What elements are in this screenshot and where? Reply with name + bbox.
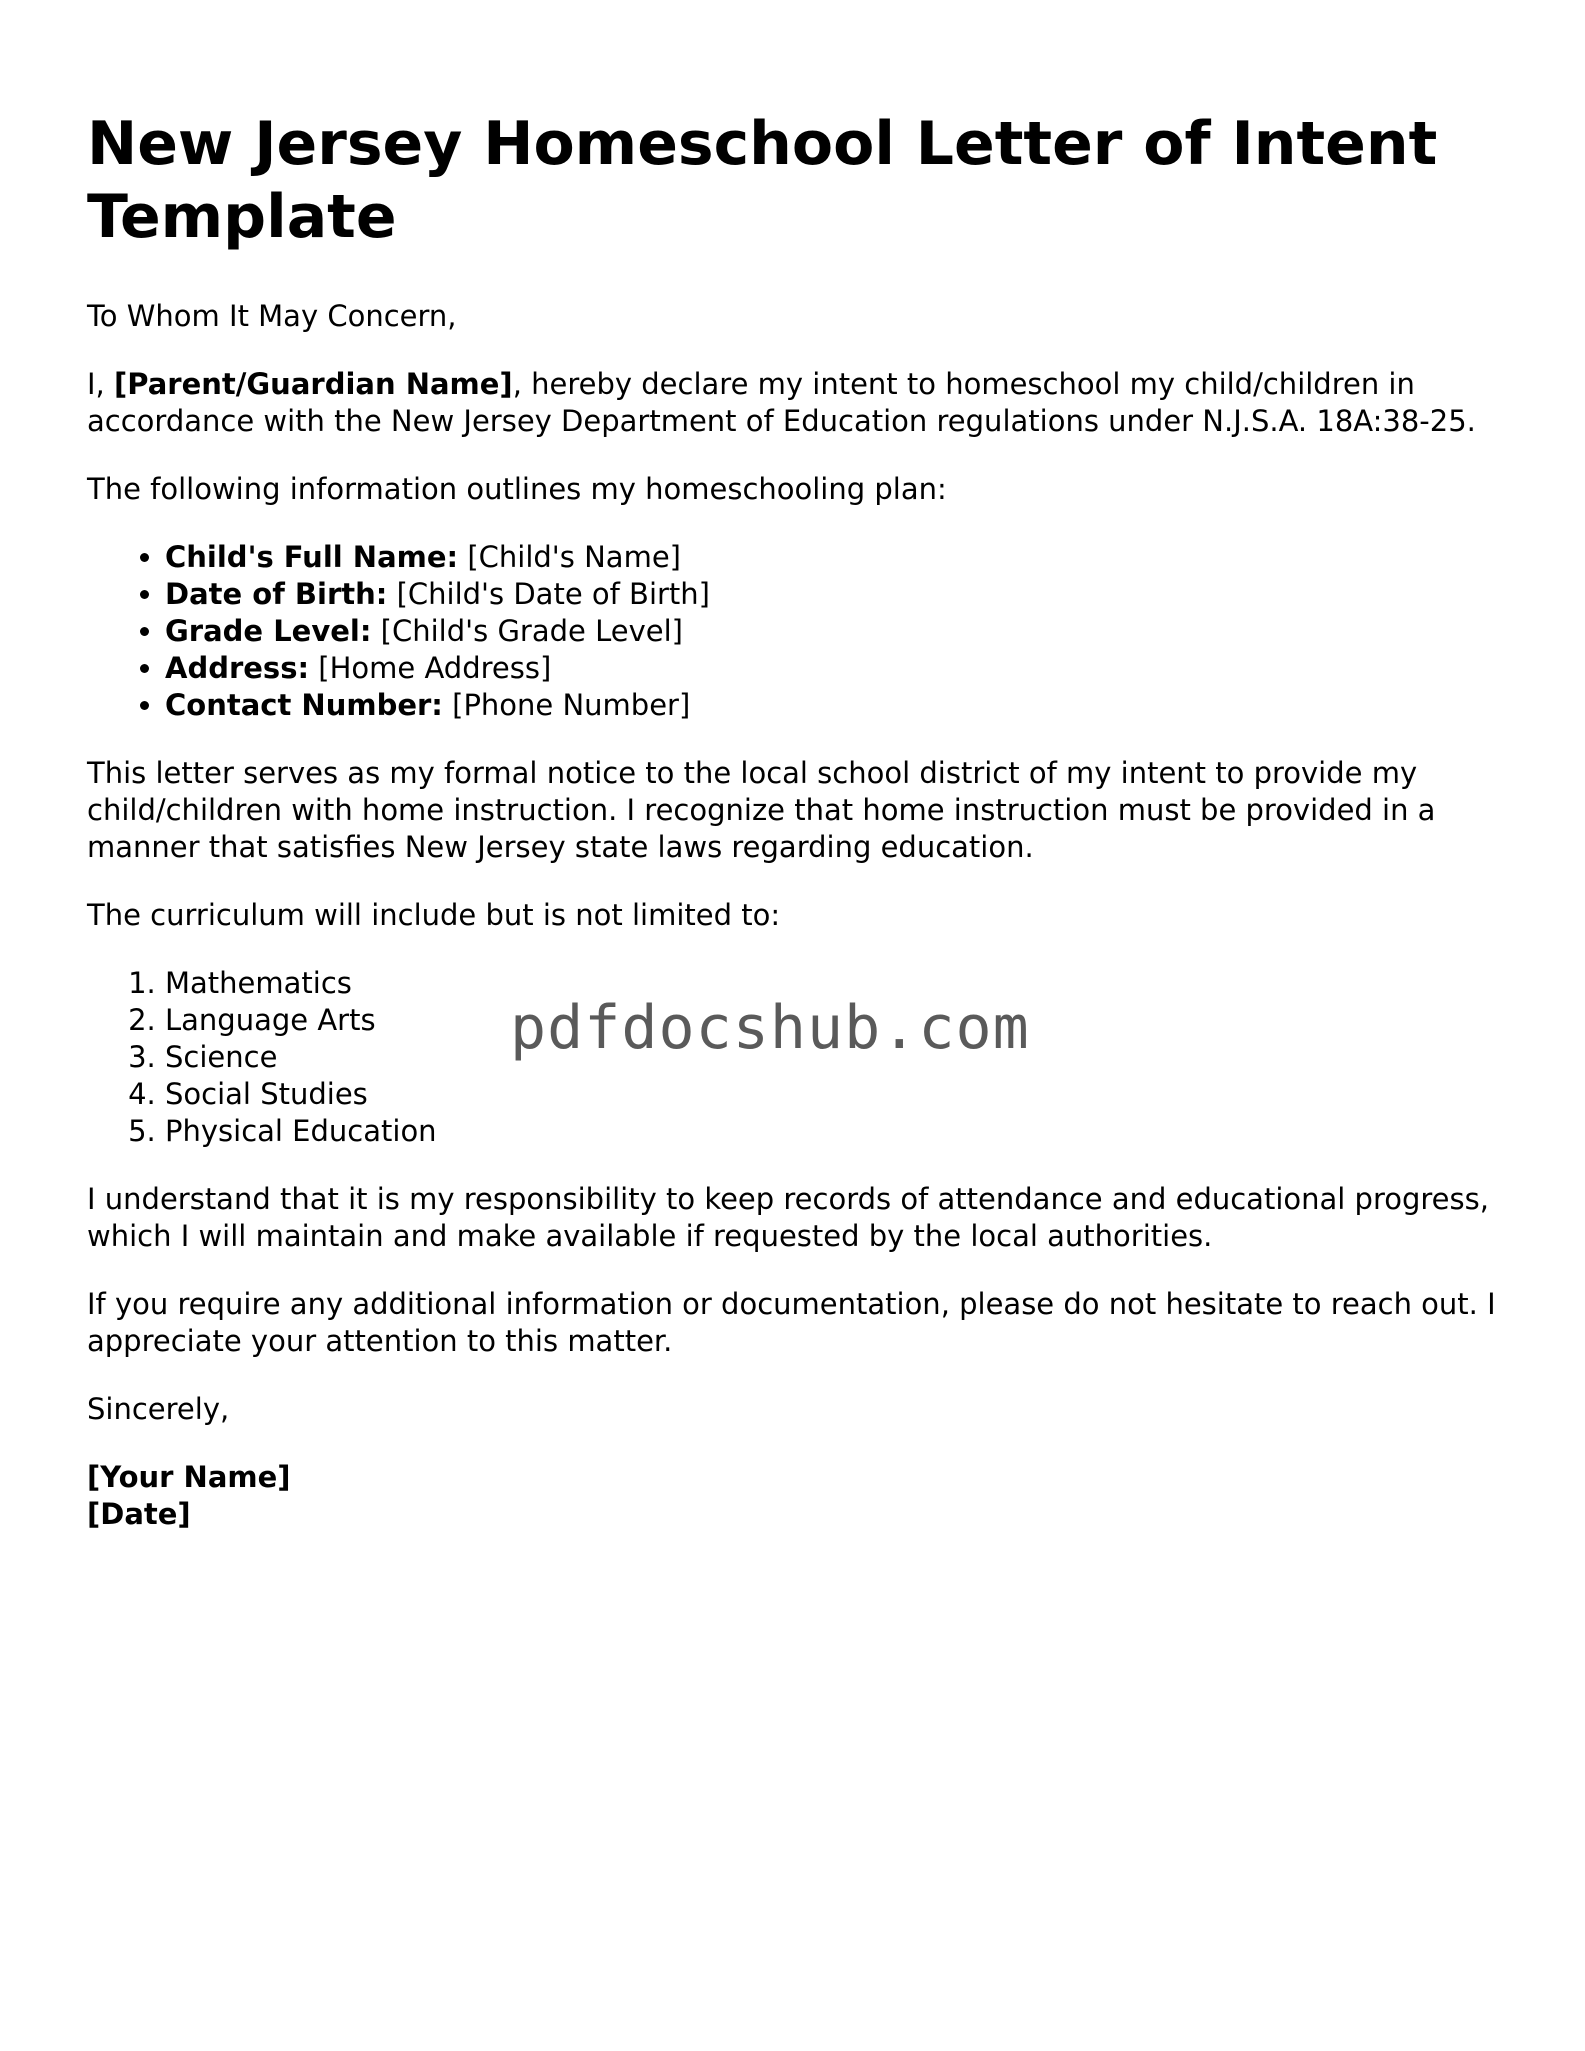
intro-suffix: , hereby declare my intent to homeschool my child/children in accordance with the New Jersey Department of Education regulations under N.J.S.A. 18A:38-25. — [87, 367, 1476, 438]
info-label: Grade Level: — [165, 614, 372, 648]
info-value: [Child's Name] — [458, 540, 681, 574]
list-item: 4. Social Studies — [165, 1076, 1517, 1113]
list-item: 1. Mathematics — [165, 965, 1517, 1002]
info-label: Address: — [165, 651, 310, 685]
info-label: Date of Birth: — [165, 577, 388, 611]
list-item — [165, 613, 1517, 650]
plan-lead: The following information outlines my homeschooling plan: — [87, 472, 947, 506]
list-item — [165, 650, 1517, 687]
info-list — [87, 539, 1517, 724]
parent-name-placeholder: [Parent/Guardian Name] — [114, 367, 513, 401]
salutation: To Whom It May Concern, — [87, 299, 457, 333]
curriculum-lead: The curriculum will include but is not limited to: — [87, 898, 781, 932]
intro-prefix: I, — [87, 367, 114, 401]
signature-date: [Date] — [87, 1497, 191, 1531]
list-item — [165, 687, 1517, 724]
closing: Sincerely, — [87, 1392, 230, 1426]
letter-page — [87, 108, 1517, 1533]
signature-block — [87, 1459, 1517, 1533]
info-value: [Child's Date of Birth] — [387, 577, 710, 611]
info-label: Contact Number: — [165, 688, 443, 722]
info-value: [Child's Grade Level] — [371, 614, 683, 648]
list-item — [165, 576, 1517, 613]
info-label: Child's Full Name: — [165, 540, 459, 574]
list-item: 5. Physical Education — [165, 1113, 1517, 1150]
signature-name: [Your Name] — [87, 1460, 291, 1494]
page-title: New Jersey Homeschool Letter of Intent Template — [87, 109, 1438, 252]
list-item: 3. Science — [165, 1039, 1517, 1076]
records-paragraph: I understand that it is my responsibility to keep records of attendance and educational progress, which I will maintain and make available if requested by the local authorities. — [87, 1182, 1489, 1253]
list-item: 2. Language Arts — [165, 1002, 1517, 1039]
info-value: [Home Address] — [309, 651, 552, 685]
watermark: pdfdocshub.com — [510, 993, 1030, 1063]
info-value: [Phone Number] — [442, 688, 691, 722]
contact-paragraph: If you require any additional information or documentation, please do not hesitate to reach out. I appreciate your attention to this matter. — [87, 1287, 1496, 1358]
list-item — [165, 539, 1517, 576]
notice-paragraph: This letter serves as my formal notice to the local school district of my intent to provide my child/children with home instruction. I recognize that home instruction must be provided in a manner that satisfies New Jersey state laws regarding education. — [87, 756, 1436, 864]
intro-paragraph — [87, 366, 1517, 440]
